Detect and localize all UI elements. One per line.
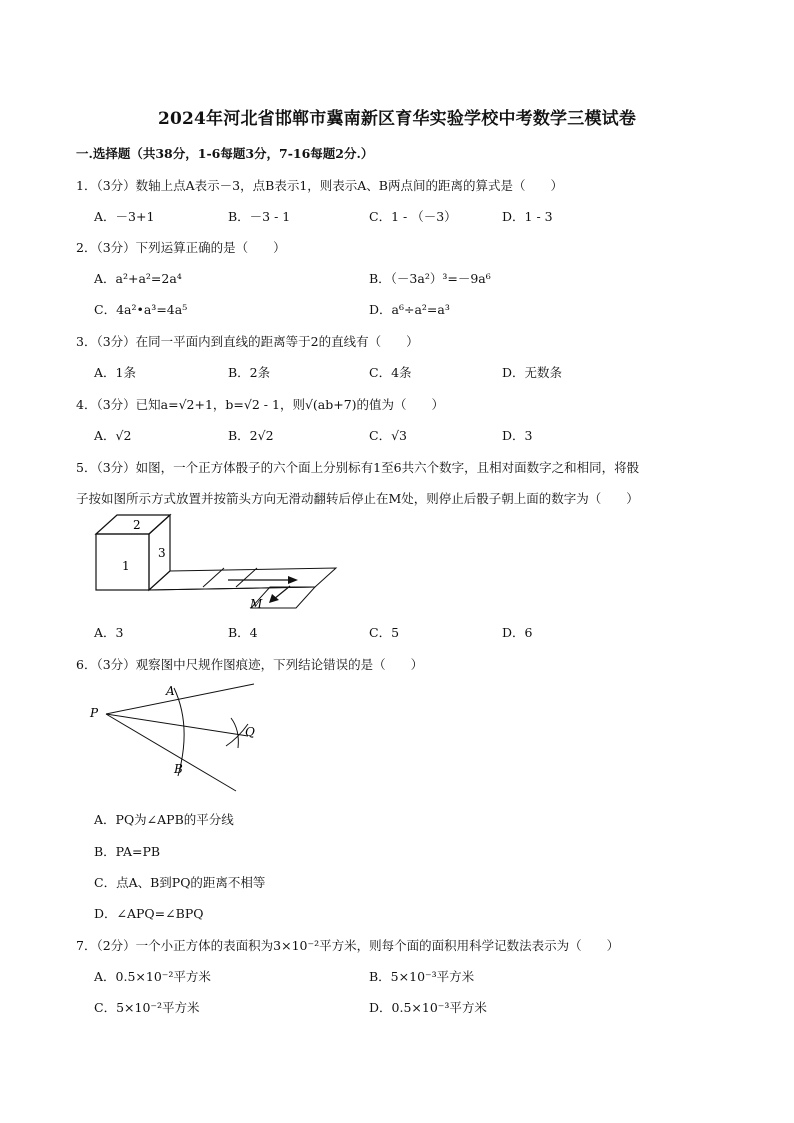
q2-option-b: B．（－3a²）³=－9a⁶ (369, 271, 491, 286)
q5-option-b: B．4 (228, 625, 258, 640)
q5-option-a: A．3 (94, 625, 124, 640)
q6-option-c: C．点A、B到PQ的距离不相等 (94, 875, 266, 890)
q3-option-a: A．1条 (94, 365, 136, 380)
point-a-label: A (166, 684, 175, 698)
question-5-line-1: 5．（3分）如图，一个正方体骰子的六个面上分别标有1至6共六个数字，且相对面数字之和相同，将骰 (76, 460, 640, 475)
q7-option-b: B．5×10⁻³平方米 (369, 969, 475, 984)
dice-side-number: 3 (158, 546, 166, 560)
q6-option-b: B．PA=PB (94, 844, 161, 859)
q3-option-c: C．4条 (369, 365, 412, 380)
q5-option-d: D．6 (502, 625, 533, 640)
q3-option-d: D．无数条 (502, 365, 563, 380)
point-p-label: P (90, 706, 99, 720)
q3-option-b: B．2条 (228, 365, 271, 380)
q1-option-d: D．1 - 3 (502, 209, 553, 224)
section-heading: 一.选择题（共38分，1-6每题3分，7-16每题2分.） (76, 146, 374, 161)
q1-option-b: B．－3 - 1 (228, 209, 291, 224)
q2-option-c: C．4a²•a³=4a⁵ (94, 302, 188, 317)
question-5-line-2: 子按如图所示方式放置并按箭头方向无滑动翻转后停止在M处，则停止后骰子朝上面的数字为（ ） (76, 491, 639, 506)
point-m-label: M (250, 597, 263, 611)
dice-front-number: 1 (122, 559, 130, 573)
q1-option-c: C．1 - （－3） (369, 209, 457, 224)
point-b-label: B (174, 762, 183, 776)
q7-option-c: C．5×10⁻²平方米 (94, 1000, 200, 1015)
q4-option-a: A．√2 (94, 428, 132, 443)
q2-option-a: A．a²+a²=2a⁴ (94, 271, 182, 286)
q4-option-b: B．2√2 (228, 428, 274, 443)
q7-option-a: A．0.5×10⁻²平方米 (94, 969, 211, 984)
question-6: 6．（3分）观察图中尺规作图痕迹，下列结论错误的是（ ） (76, 657, 424, 672)
q4-option-c: C．√3 (369, 428, 407, 443)
question-4: 4．（3分）已知a=√2+1，b=√2 - 1，则√(ab+7)的值为（ ） (76, 397, 445, 412)
exam-title: 2024年河北省邯郸市冀南新区育华实验学校中考数学三模试卷 (157, 109, 637, 129)
question-2: 2．（3分）下列运算正确的是（ ） (76, 240, 286, 255)
point-q-label: Q (245, 725, 255, 739)
question-7: 7．（2分）一个小正方体的表面积为3×10⁻²平方米，则每个面的面积用科学记数法表示为（ ） (76, 938, 620, 953)
q1-option-a: A．－3+1 (94, 209, 155, 224)
q6-option-d: D．∠APQ=∠BPQ (94, 906, 204, 921)
dice-top-number: 2 (133, 518, 141, 532)
question-3: 3．（3分）在同一平面内到直线的距离等于2的直线有（ ） (76, 334, 419, 349)
q2-option-d: D．a⁶÷a²=a³ (369, 302, 450, 317)
construction-figure (88, 680, 258, 795)
q5-option-c: C．5 (369, 625, 400, 640)
question-1: 1．（3分）数轴上点A表示－3，点B表示1，则表示A、B两点间的距离的算式是（ ） (76, 178, 563, 193)
dice-figure (88, 510, 348, 615)
q6-option-a: A．PQ为∠APB的平分线 (94, 812, 234, 827)
q7-option-d: D．0.5×10⁻³平方米 (369, 1000, 487, 1015)
q4-option-d: D．3 (502, 428, 533, 443)
